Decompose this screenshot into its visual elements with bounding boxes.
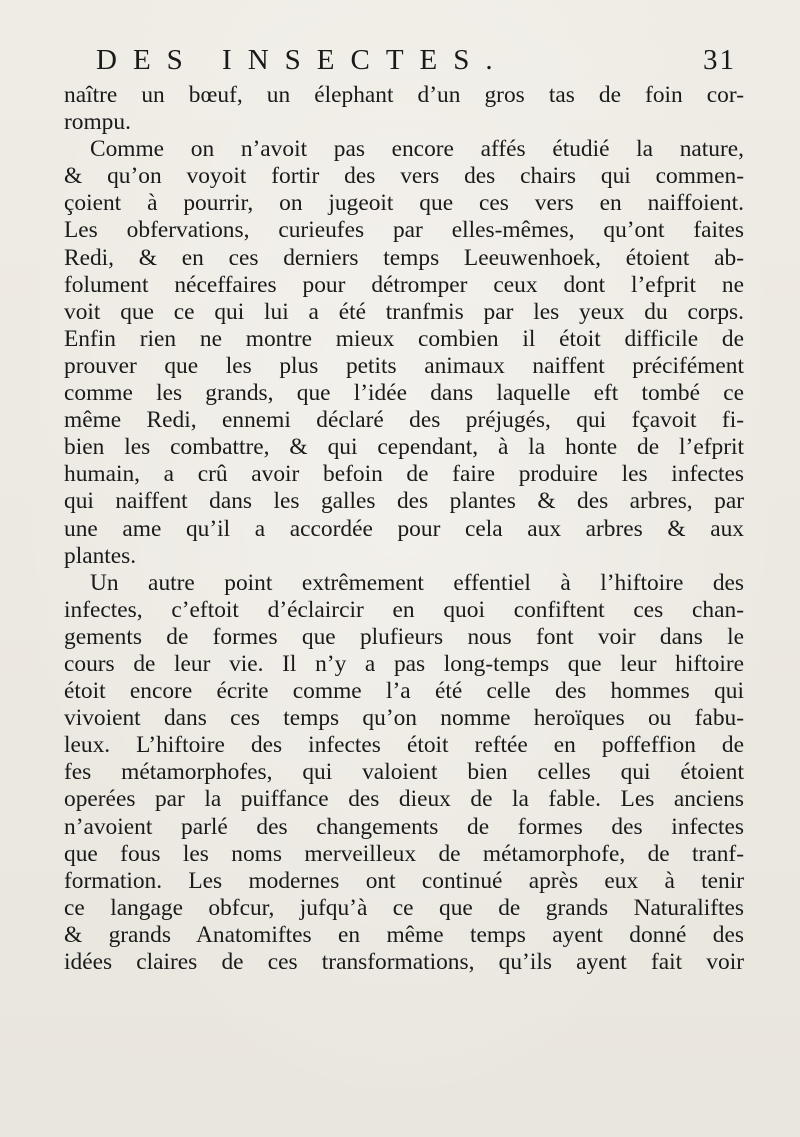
text-line: même Redi, ennemi déclaré des préjugés, qui fçavoit fi- [64,407,744,434]
text-line: folument néceffaires pour détromper ceux dont l’efprit ne [64,271,744,298]
text-line: humain, a crû avoir befoin de faire produire les infectes [64,461,744,488]
page-header [96,44,736,84]
running-title: DES INSECTES. [96,44,509,76]
text-line: ce langage obfcur, jufqu’à ce que de grands Naturaliftes [64,894,744,921]
text-line: plantes. [64,542,137,569]
text-line: Redi, & en ces derniers temps Leeuwenhoek, étoient ab- [64,244,744,271]
text-line: leux. L’hiftoire des infectes étoit reftée en poffeffion de [64,732,744,759]
text-line: voit que ce qui lui a été tranfmis par les yeux du corps. [64,298,744,325]
text-line: Enfin rien ne montre mieux combien il étoit difficile de [64,325,744,352]
text-line: infectes, c’eftoit d’éclaircir en quoi confiftent ces chan- [64,596,744,623]
text-line: comme les grands, que l’idée dans laquelle eft tombé ce [64,380,744,407]
text-line: bien les combattre, & qui cependant, à la honte de l’efprit [64,434,744,461]
text-line: étoit encore écrite comme l’a été celle des hommes qui [64,678,744,705]
page-number: 31 [703,44,736,76]
text-line: n’avoient parlé des changements de formes des infectes [64,813,744,840]
text-line: naître un bœuf, un élephant d’un gros tas de foin cor- [64,82,744,108]
text-line: operées par la puiffance des dieux de la fable. Les anciens [64,786,744,813]
text-line: cours de leur vie. Il n’y a pas long-temps que leur hiftoire [64,650,744,677]
body-text [64,82,744,976]
text-line: prouver que les plus petits animaux naiffent précifément [64,352,744,379]
text-line: que fous les noms merveilleux de métamorphofe, de tranf- [64,840,744,867]
text-line: & qu’on voyoit fortir des vers des chairs qui commen- [64,163,744,190]
text-line: gements de formes que plufieurs nous font voir dans le [64,623,744,650]
text-line: Comme on n’avoit pas encore affés étudié la nature, [90,136,744,163]
text-line: rompu. [64,109,131,136]
text-line: vivoient dans ces temps qu’on nomme heroïques ou fabu- [64,705,744,732]
text-line: formation. Les modernes ont continué après eux à tenir [64,867,744,894]
text-line: idées claires de ces transformations, qu’ils ayent fait voir [64,949,744,975]
text-line: Les obfervations, curieufes par elles-mêmes, qu’ont faites [64,217,744,244]
text-line: & grands Anatomiftes en même temps ayent donné des [64,921,744,948]
text-line: fes métamorphofes, qui valoient bien celles qui étoient [64,759,744,786]
text-line: Un autre point extrêmement effentiel à l’hiftoire des [90,569,744,596]
text-line: une ame qu’il a accordée pour cela aux arbres & aux [64,515,744,542]
text-line: qui naiffent dans les galles des plantes & des arbres, par [64,488,744,515]
text-line: çoient à pourrir, on jugeoit que ces vers en naiffoient. [64,190,744,217]
